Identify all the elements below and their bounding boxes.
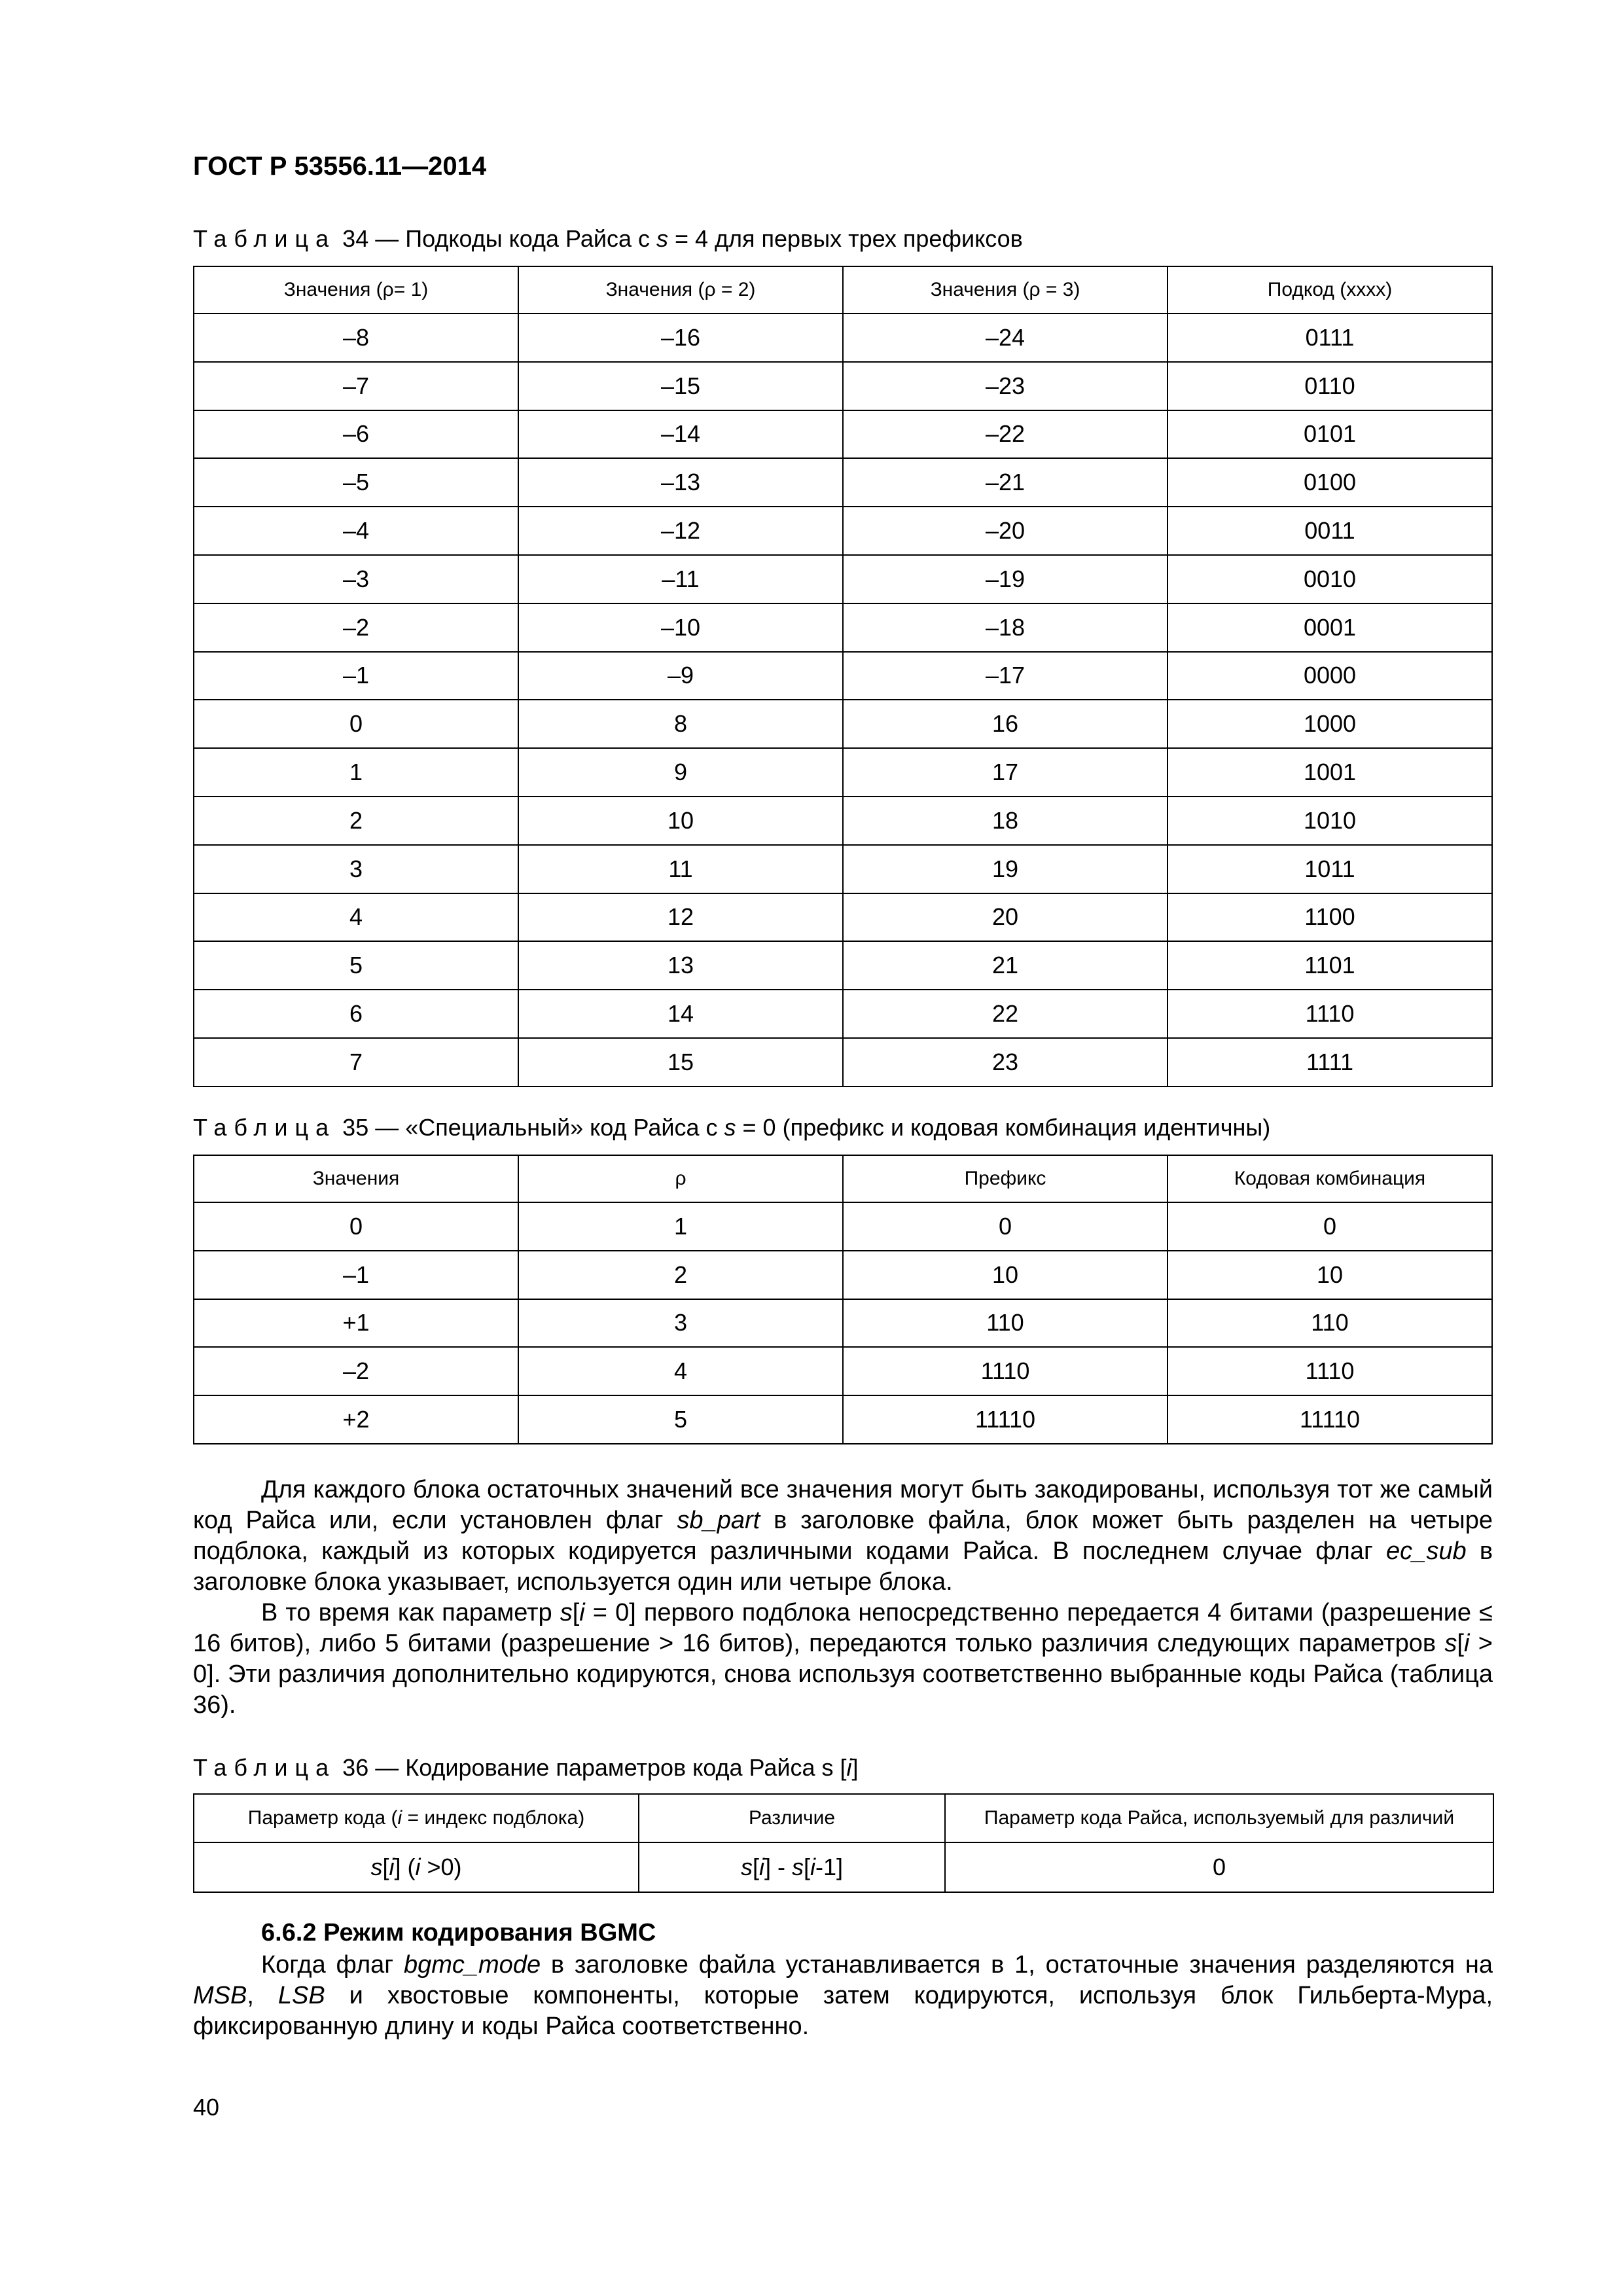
table-cell: –2 [194, 603, 518, 652]
table-cell: 1010 [1168, 797, 1492, 845]
table-cell: –16 [518, 314, 843, 362]
table-row [194, 845, 1492, 893]
table-cell: 0 [194, 1202, 518, 1251]
page-number: 40 [193, 2094, 220, 2121]
body-text [193, 1950, 1493, 2042]
table-cell: 1101 [1168, 941, 1492, 990]
column-header: Префикс [843, 1155, 1168, 1202]
table-cell: 1110 [1168, 1347, 1492, 1395]
table-cell: +2 [194, 1395, 518, 1444]
table-cell: 10 [843, 1251, 1168, 1299]
table-row [194, 555, 1492, 603]
column-header: Параметр кода (i = индекс подблока) [194, 1794, 639, 1842]
table-cell: –5 [194, 458, 518, 507]
table-cell: –3 [194, 555, 518, 603]
table-cell: –10 [518, 603, 843, 652]
table-cell: –15 [518, 362, 843, 410]
table-row [194, 652, 1492, 700]
table-36-caption: Таблица 36 — Кодирование параметров кода Райса s [i] [193, 1754, 859, 1781]
table-row [194, 1347, 1492, 1395]
table-cell: –2 [194, 1347, 518, 1395]
table-cell: 8 [518, 700, 843, 748]
column-header: Параметр кода Райса, используемый для различий [945, 1794, 1493, 1842]
table-36 [193, 1793, 1494, 1893]
document-header: ГОСТ Р 53556.11—2014 [193, 152, 487, 181]
column-header: ρ [518, 1155, 843, 1202]
table-cell: 0010 [1168, 555, 1492, 603]
table-cell: 19 [843, 845, 1168, 893]
table-cell: 18 [843, 797, 1168, 845]
table-row [194, 797, 1492, 845]
table-cell: –23 [843, 362, 1168, 410]
column-header: Значения [194, 1155, 518, 1202]
table-header-row [194, 1155, 1492, 1202]
column-header: Значения (ρ = 2) [518, 266, 843, 314]
table-row [194, 362, 1492, 410]
table-cell: 14 [518, 990, 843, 1038]
table-cell: 6 [194, 990, 518, 1038]
table-cell: 0100 [1168, 458, 1492, 507]
table-cell: 110 [1168, 1299, 1492, 1348]
table-cell: 20 [843, 893, 1168, 942]
table-cell: 0101 [1168, 410, 1492, 459]
paragraph: В то время как параметр s[i = 0] первого подблока непосредственно передается 4 битами (разрешение ≤ 16 битов), либо 5 битами (разрешение > 16 битов), передаются только различия следующих параметров s[i > 0]. Эти различия дополнительно кодируются, снова используя соответственно выбранные коды Райса (таблица 36). [193, 1599, 1493, 1719]
section-heading: 6.6.2 Режим кодирования BGMC [261, 1919, 656, 1946]
table-cell: –17 [843, 652, 1168, 700]
table-cell: 0110 [1168, 362, 1492, 410]
table-cell: 0000 [1168, 652, 1492, 700]
table-cell: –18 [843, 603, 1168, 652]
caption-word: Таблица [193, 225, 336, 252]
table-row [194, 314, 1492, 362]
table-cell: 0 [945, 1842, 1493, 1892]
column-header: Подкод (xxxx) [1168, 266, 1492, 314]
table-cell: –13 [518, 458, 843, 507]
table-header-row [194, 266, 1492, 314]
column-header: Значения (ρ= 1) [194, 266, 518, 314]
table-cell: 0111 [1168, 314, 1492, 362]
table-cell: 1000 [1168, 700, 1492, 748]
paragraph: Для каждого блока остаточных значений все значения могут быть закодированы, используя тот же самый код Райса или, если установлен флаг sb_part в заголовке файла, блок может быть разделен на четыре подблока, каждый из которых кодируется различными кодами Райса. В последнем случае флаг ec_sub в заголовке блока указывает, используется один или четыре блока. [193, 1476, 1493, 1596]
table-cell: –1 [194, 652, 518, 700]
table-row [194, 1202, 1492, 1251]
body-text [193, 1475, 1493, 1721]
table-cell: –6 [194, 410, 518, 459]
table-row [194, 748, 1492, 797]
table-cell: 1110 [843, 1347, 1168, 1395]
table-cell: 1110 [1168, 990, 1492, 1038]
table-cell: 3 [518, 1299, 843, 1348]
table-cell: 11 [518, 845, 843, 893]
table-cell: s[i] (i >0) [194, 1842, 639, 1892]
table-cell: 5 [194, 941, 518, 990]
column-header: Различие [639, 1794, 945, 1842]
table-cell: 2 [518, 1251, 843, 1299]
table-row [194, 458, 1492, 507]
table-cell: 0 [843, 1202, 1168, 1251]
table-cell: 1111 [1168, 1038, 1492, 1086]
table-cell: 2 [194, 797, 518, 845]
table-row [194, 700, 1492, 748]
table-cell: 17 [843, 748, 1168, 797]
table-row [194, 1395, 1492, 1444]
table-row [194, 1299, 1492, 1348]
table-cell: 10 [1168, 1251, 1492, 1299]
table-cell: 0 [194, 700, 518, 748]
table-cell: 11110 [843, 1395, 1168, 1444]
table-cell: –19 [843, 555, 1168, 603]
table-header-row [194, 1794, 1493, 1842]
table-cell: 10 [518, 797, 843, 845]
table-34-caption: Таблица 34 — Подкоды кода Райса с s = 4 для первых трех префиксов [193, 225, 1023, 252]
table-34 [193, 266, 1493, 1087]
table-cell: 13 [518, 941, 843, 990]
table-cell: –20 [843, 507, 1168, 555]
table-cell: +1 [194, 1299, 518, 1348]
table-cell: –1 [194, 1251, 518, 1299]
table-cell: –12 [518, 507, 843, 555]
table-row [194, 1038, 1492, 1086]
table-cell: 1001 [1168, 748, 1492, 797]
table-cell: 0 [1168, 1202, 1492, 1251]
table-cell: 1 [194, 748, 518, 797]
table-cell: 0011 [1168, 507, 1492, 555]
table-35 [193, 1155, 1493, 1444]
table-cell: 21 [843, 941, 1168, 990]
table-row [194, 1842, 1493, 1892]
table-cell: –14 [518, 410, 843, 459]
table-cell: 23 [843, 1038, 1168, 1086]
table-cell: 110 [843, 1299, 1168, 1348]
table-row [194, 603, 1492, 652]
table-cell: 1 [518, 1202, 843, 1251]
table-cell: 16 [843, 700, 1168, 748]
table-cell: 1100 [1168, 893, 1492, 942]
paragraph: Когда флаг bgmc_mode в заголовке файла устанавливается в 1, остаточные значения разделяются на MSB, LSB и хвостовые компоненты, которые затем кодируются, используя блок Гильберта-Мура, фиксированную длину и коды Райса соответственно. [193, 1951, 1493, 2040]
table-cell: 3 [194, 845, 518, 893]
caption-word: Таблица [193, 1114, 336, 1141]
table-cell: –9 [518, 652, 843, 700]
table-row [194, 410, 1492, 459]
caption-word: Таблица [193, 1754, 336, 1781]
table-row [194, 941, 1492, 990]
table-cell: –24 [843, 314, 1168, 362]
column-header: Кодовая комбинация [1168, 1155, 1492, 1202]
table-cell: 9 [518, 748, 843, 797]
table-cell: –7 [194, 362, 518, 410]
table-row [194, 893, 1492, 942]
column-header: Значения (ρ = 3) [843, 266, 1168, 314]
table-cell: –22 [843, 410, 1168, 459]
table-cell: 4 [518, 1347, 843, 1395]
table-cell: s[i] - s[i-1] [639, 1842, 945, 1892]
table-cell: 22 [843, 990, 1168, 1038]
table-cell: –11 [518, 555, 843, 603]
table-row [194, 990, 1492, 1038]
table-cell: –21 [843, 458, 1168, 507]
table-cell: 12 [518, 893, 843, 942]
table-cell: –4 [194, 507, 518, 555]
table-cell: 0001 [1168, 603, 1492, 652]
table-35-caption: Таблица 35 — «Специальный» код Райса с s = 0 (префикс и кодовая комбинация идентичны) [193, 1114, 1271, 1141]
table-cell: –8 [194, 314, 518, 362]
table-row [194, 507, 1492, 555]
table-cell: 1011 [1168, 845, 1492, 893]
table-cell: 11110 [1168, 1395, 1492, 1444]
table-cell: 4 [194, 893, 518, 942]
table-cell: 5 [518, 1395, 843, 1444]
table-cell: 15 [518, 1038, 843, 1086]
table-row [194, 1251, 1492, 1299]
table-cell: 7 [194, 1038, 518, 1086]
